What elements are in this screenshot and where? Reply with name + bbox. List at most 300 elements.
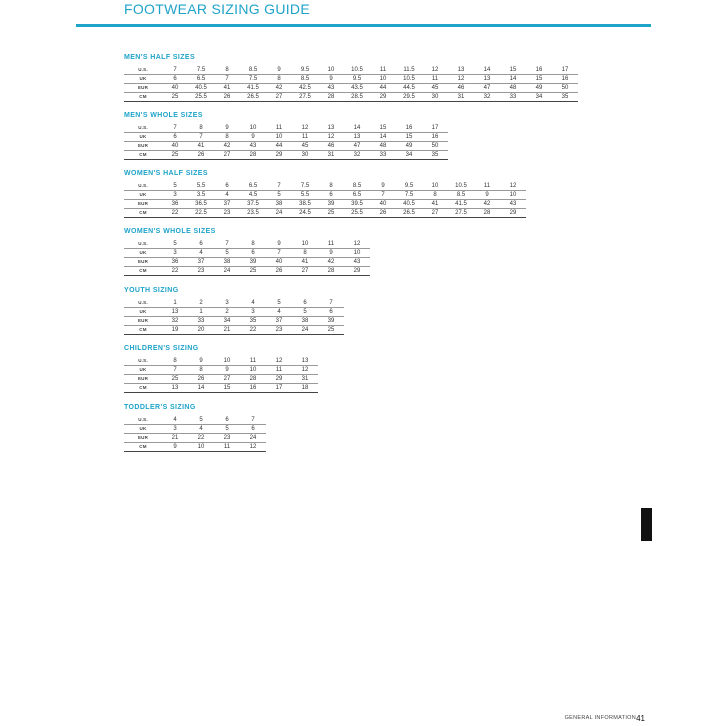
size-cell: 12 [292,124,318,133]
size-row-uk [124,133,448,142]
size-cell: 41 [188,142,214,151]
row-label: CM [124,209,162,218]
size-cell: 9 [162,443,188,452]
size-cell: 3 [162,425,188,434]
size-cell: 9 [474,191,500,200]
size-cell: 3.5 [188,191,214,200]
size-row-cm [124,384,318,393]
size-cell: 8 [266,75,292,84]
size-row-us [124,299,344,308]
size-cell: 38 [214,258,240,267]
row-label: EUR [124,84,162,93]
section-womens-whole [124,227,370,276]
size-cell: 6 [240,425,266,434]
size-cell: 5 [214,425,240,434]
size-cell: 29 [266,151,292,160]
size-cell: 48 [370,142,396,151]
size-cell: 8 [188,124,214,133]
size-cell: 5 [266,299,292,308]
size-cell: 39 [318,317,344,326]
size-cell: 4 [266,308,292,317]
size-cell: 10 [266,133,292,142]
size-cell: 30 [292,151,318,160]
size-cell: 30 [422,93,448,102]
size-cell: 10 [422,182,448,191]
size-cell: 22 [188,434,214,443]
size-cell: 35 [240,317,266,326]
title-rule [76,24,651,27]
size-cell: 26 [266,267,292,276]
size-cell: 21 [214,326,240,335]
size-cell: 31 [448,93,474,102]
size-cell: 24.5 [292,209,318,218]
size-cell: 4 [188,249,214,258]
size-cell: 31 [318,151,344,160]
size-cell: 36 [162,258,188,267]
size-cell: 8.5 [448,191,474,200]
size-cell: 42 [214,142,240,151]
size-cell: 17 [266,384,292,393]
size-cell: 4 [188,425,214,434]
size-row-uk [124,366,318,375]
size-row-uk [124,249,370,258]
size-cell: 9.5 [344,75,370,84]
row-label: EUR [124,142,162,151]
size-cell: 13 [344,133,370,142]
row-label: CM [124,384,162,393]
size-cell: 8 [318,182,344,191]
size-cell: 42.5 [292,84,318,93]
row-label: EUR [124,375,162,384]
size-cell: 25 [162,151,188,160]
size-cell: 37 [214,200,240,209]
size-cell: 45 [422,84,448,93]
size-row-us [124,124,448,133]
size-cell: 41.5 [240,84,266,93]
size-cell: 12 [292,366,318,375]
size-cell: 29 [266,375,292,384]
size-cell: 44 [266,142,292,151]
row-label: EUR [124,317,162,326]
size-cell: 15 [500,66,526,75]
size-cell: 10 [292,240,318,249]
row-label: CM [124,443,162,452]
size-cell: 40 [162,84,188,93]
size-row-uk [124,191,526,200]
size-cell: 40 [370,200,396,209]
size-cell: 41 [422,200,448,209]
size-cell: 9 [318,249,344,258]
row-label: EUR [124,434,162,443]
size-cell: 10.5 [396,75,422,84]
size-cell: 34 [396,151,422,160]
size-cell: 6.5 [188,75,214,84]
size-cell: 43 [318,84,344,93]
size-table [124,182,526,218]
size-cell: 3 [162,249,188,258]
size-row-cm [124,209,526,218]
size-cell: 3 [214,299,240,308]
size-cell: 14 [188,384,214,393]
size-cell: 7 [266,182,292,191]
footer-label: GENERAL INFORMATION [564,715,636,721]
size-cell: 40.5 [396,200,422,209]
row-label: UK [124,425,162,434]
size-cell: 27 [214,151,240,160]
size-cell: 13 [162,308,188,317]
size-cell: 32 [474,93,500,102]
size-row-uk [124,425,266,434]
size-row-eur [124,375,318,384]
size-cell: 11.5 [396,66,422,75]
size-cell: 43 [500,200,526,209]
size-cell: 6 [214,182,240,191]
row-label: EUR [124,200,162,209]
row-label: UK [124,75,162,84]
size-table [124,124,448,160]
size-cell: 14 [344,124,370,133]
size-cell: 5 [188,416,214,425]
size-row-cm [124,326,344,335]
size-cell: 13 [474,75,500,84]
size-cell: 42 [318,258,344,267]
size-cell: 6 [318,308,344,317]
size-cell: 5 [292,308,318,317]
size-cell: 14 [474,66,500,75]
size-table [124,416,266,452]
size-cell: 6 [214,416,240,425]
size-cell: 7 [162,66,188,75]
size-cell: 16 [422,133,448,142]
size-cell: 13 [162,384,188,393]
size-cell: 17 [552,66,578,75]
size-cell: 6 [292,299,318,308]
size-cell: 45 [292,142,318,151]
row-label: UK [124,249,162,258]
size-cell: 11 [370,66,396,75]
size-cell: 28 [474,209,500,218]
size-table [124,66,578,102]
size-cell: 12 [318,133,344,142]
size-cell: 10.5 [344,66,370,75]
size-cell: 2 [188,299,214,308]
size-cell: 9 [188,357,214,366]
size-cell: 10 [188,443,214,452]
size-cell: 29.5 [396,93,422,102]
size-cell: 33 [370,151,396,160]
size-cell: 10 [240,366,266,375]
size-cell: 6 [162,75,188,84]
size-cell: 27.5 [448,209,474,218]
section-children [124,344,318,393]
size-cell: 11 [214,443,240,452]
size-cell: 7.5 [188,66,214,75]
size-cell: 9.5 [292,66,318,75]
size-cell: 1 [162,299,188,308]
size-cell: 36 [162,200,188,209]
size-cell: 10 [344,249,370,258]
section-mens-half [124,53,578,102]
size-cell: 24 [266,209,292,218]
size-cell: 26 [370,209,396,218]
size-cell: 36.5 [188,200,214,209]
size-cell: 7.5 [240,75,266,84]
size-cell: 28.5 [344,93,370,102]
section-title: WOMEN'S HALF SIZES [124,170,208,177]
size-cell: 5 [162,240,188,249]
size-cell: 40 [266,258,292,267]
row-label: CM [124,151,162,160]
size-cell: 14 [370,133,396,142]
size-cell: 18 [292,384,318,393]
size-cell: 8 [240,240,266,249]
size-cell: 8 [162,357,188,366]
size-cell: 50 [552,84,578,93]
size-cell: 27.5 [292,93,318,102]
size-cell: 47 [344,142,370,151]
size-row-eur [124,84,578,93]
size-cell: 6 [188,240,214,249]
size-cell: 9 [370,182,396,191]
size-cell: 37 [188,258,214,267]
row-label: U.S. [124,124,162,133]
size-cell: 9 [266,240,292,249]
size-cell: 23 [214,434,240,443]
size-cell: 3 [162,191,188,200]
size-cell: 38 [266,200,292,209]
size-cell: 12 [266,357,292,366]
size-cell: 23 [214,209,240,218]
size-cell: 10 [240,124,266,133]
size-cell: 5.5 [188,182,214,191]
row-label: U.S. [124,240,162,249]
size-cell: 19 [162,326,188,335]
size-cell: 24 [240,434,266,443]
section-title: MEN'S HALF SIZES [124,54,196,61]
size-cell: 43.5 [344,84,370,93]
row-label: U.S. [124,357,162,366]
size-cell: 33 [188,317,214,326]
size-cell: 39.5 [344,200,370,209]
size-cell: 11 [266,366,292,375]
size-table [124,357,318,393]
size-cell: 42 [474,200,500,209]
size-cell: 22 [162,209,188,218]
size-cell: 12 [448,75,474,84]
page-title: FOOTWEAR SIZING GUIDE [124,1,310,17]
section-title: CHILDREN'S SIZING [124,345,199,352]
size-row-eur [124,258,370,267]
size-row-cm [124,443,266,452]
size-cell: 27 [292,267,318,276]
size-cell: 9 [240,133,266,142]
size-cell: 13 [292,357,318,366]
size-cell: 26.5 [396,209,422,218]
size-cell: 15 [214,384,240,393]
size-row-uk [124,308,344,317]
row-label: CM [124,93,162,102]
size-cell: 4 [240,299,266,308]
size-cell: 50 [422,142,448,151]
size-cell: 25 [162,93,188,102]
size-cell: 39 [240,258,266,267]
size-row-us [124,240,370,249]
size-cell: 35 [552,93,578,102]
size-cell: 7 [214,240,240,249]
size-cell: 6.5 [344,191,370,200]
size-cell: 46 [318,142,344,151]
size-cell: 7.5 [292,182,318,191]
section-title: TODDLER'S SIZING [124,404,196,411]
size-cell: 15 [526,75,552,84]
size-cell: 8.5 [292,75,318,84]
size-cell: 43 [344,258,370,267]
size-cell: 25 [318,209,344,218]
row-label: CM [124,326,162,335]
size-cell: 16 [396,124,422,133]
size-cell: 42 [266,84,292,93]
size-row-us [124,416,266,425]
size-cell: 24 [292,326,318,335]
size-cell: 39 [318,200,344,209]
size-cell: 21 [162,434,188,443]
size-cell: 11 [292,133,318,142]
size-cell: 7 [266,249,292,258]
size-cell: 9 [266,66,292,75]
size-cell: 7.5 [396,191,422,200]
size-cell: 47 [474,84,500,93]
size-cell: 32 [162,317,188,326]
size-cell: 6.5 [240,182,266,191]
size-cell: 41.5 [448,200,474,209]
size-cell: 10 [500,191,526,200]
section-youth [124,286,344,335]
size-cell: 7 [162,124,188,133]
size-cell: 11 [266,124,292,133]
size-cell: 6 [240,249,266,258]
size-row-us [124,182,526,191]
size-cell: 28 [240,375,266,384]
size-cell: 12 [344,240,370,249]
size-cell: 37 [266,317,292,326]
size-cell: 7 [318,299,344,308]
row-label: CM [124,267,162,276]
size-cell: 7 [240,416,266,425]
section-title: MEN'S WHOLE SIZES [124,112,203,119]
size-cell: 32 [344,151,370,160]
size-cell: 23 [188,267,214,276]
size-cell: 23.5 [240,209,266,218]
size-cell: 25 [162,375,188,384]
size-cell: 27 [214,375,240,384]
size-cell: 28 [318,93,344,102]
size-cell: 35 [422,151,448,160]
size-cell: 34 [214,317,240,326]
section-toddler [124,403,266,452]
size-cell: 38.5 [292,200,318,209]
size-row-cm [124,93,578,102]
size-cell: 28 [240,151,266,160]
size-cell: 20 [188,326,214,335]
size-cell: 13 [318,124,344,133]
size-cell: 38 [292,317,318,326]
row-label: UK [124,308,162,317]
size-cell: 8 [188,366,214,375]
row-label: UK [124,366,162,375]
size-cell: 10.5 [448,182,474,191]
size-row-us [124,357,318,366]
size-cell: 2 [214,308,240,317]
size-row-us [124,66,578,75]
row-label: UK [124,191,162,200]
size-cell: 7 [214,75,240,84]
size-cell: 1 [188,308,214,317]
size-cell: 27 [266,93,292,102]
size-cell: 29 [370,93,396,102]
size-cell: 9 [214,124,240,133]
size-table [124,299,344,335]
size-cell: 15 [370,124,396,133]
size-cell: 22.5 [188,209,214,218]
row-label: UK [124,133,162,142]
size-cell: 6 [162,133,188,142]
size-cell: 44.5 [396,84,422,93]
size-cell: 40 [162,142,188,151]
size-cell: 16 [240,384,266,393]
row-label: EUR [124,258,162,267]
size-cell: 24 [214,267,240,276]
size-cell: 26 [214,93,240,102]
size-cell: 49 [396,142,422,151]
size-row-cm [124,151,448,160]
size-cell: 16 [552,75,578,84]
size-row-cm [124,267,370,276]
size-cell: 25 [240,267,266,276]
size-cell: 6 [318,191,344,200]
size-cell: 46 [448,84,474,93]
size-cell: 8 [214,133,240,142]
size-cell: 8 [422,191,448,200]
size-cell: 7 [370,191,396,200]
size-cell: 37.5 [240,200,266,209]
size-cell: 3 [240,308,266,317]
size-cell: 34 [526,93,552,102]
section-womens-half [124,169,526,218]
row-label: U.S. [124,299,162,308]
size-row-eur [124,434,266,443]
size-cell: 5 [214,249,240,258]
size-cell: 4 [162,416,188,425]
size-table [124,240,370,276]
size-cell: 14 [500,75,526,84]
size-cell: 11 [474,182,500,191]
size-cell: 11 [240,357,266,366]
row-label: U.S. [124,66,162,75]
size-cell: 7 [188,133,214,142]
size-cell: 26.5 [240,93,266,102]
size-cell: 11 [318,240,344,249]
size-cell: 10 [370,75,396,84]
size-row-eur [124,317,344,326]
size-cell: 25.5 [188,93,214,102]
size-cell: 33 [500,93,526,102]
size-cell: 48 [500,84,526,93]
row-label: U.S. [124,182,162,191]
size-cell: 11 [422,75,448,84]
size-cell: 25 [318,326,344,335]
size-cell: 41 [214,84,240,93]
size-cell: 41 [292,258,318,267]
